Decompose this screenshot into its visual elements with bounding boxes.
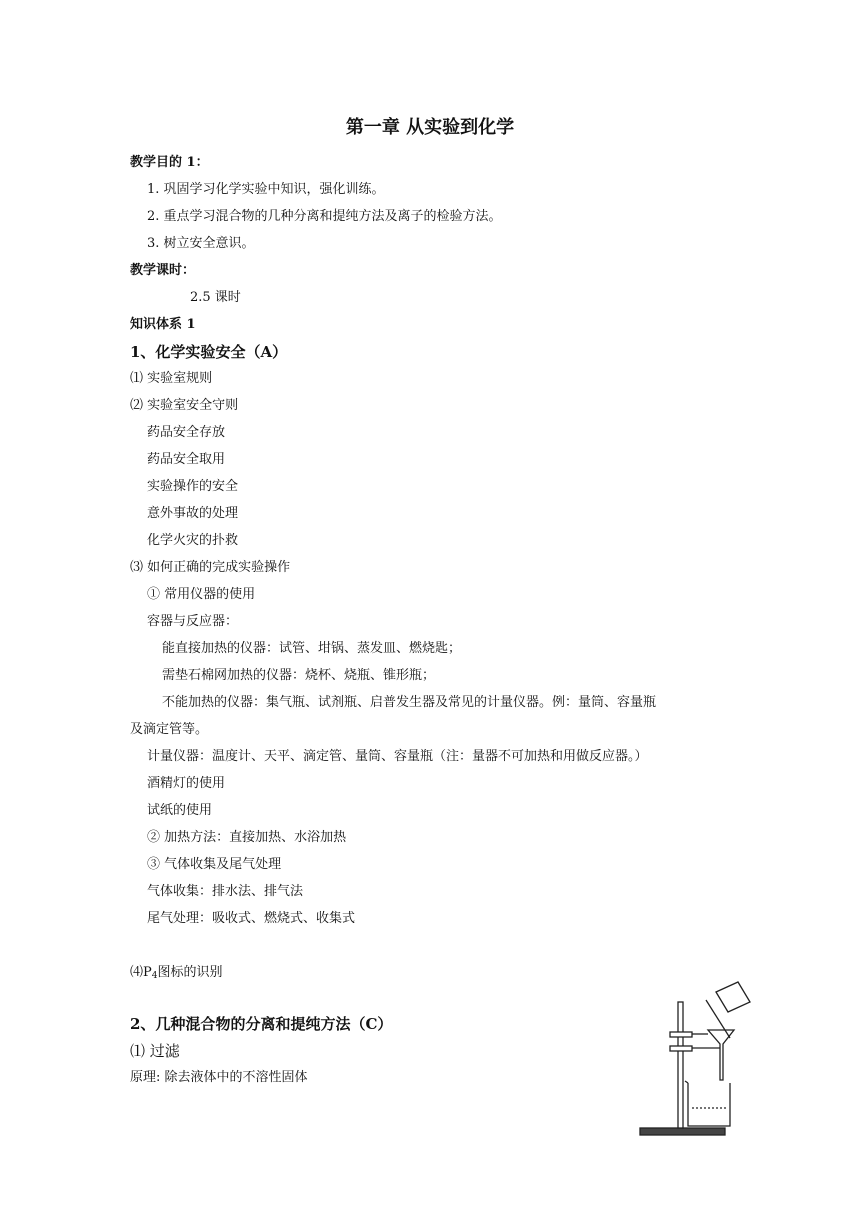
containers-heading: 容器与反应器： — [147, 614, 239, 629]
test-paper-line: 试纸的使用 — [147, 803, 213, 818]
safety-item-3: 实验操作的安全 — [147, 479, 239, 494]
filtration-heading: ⑴ 过滤 — [130, 1042, 180, 1060]
gas-collection-heading: ③ 气体收集及尾气处理 — [147, 857, 282, 872]
section1-heading: 1、化学实验安全（A） — [130, 343, 288, 361]
page-title: 第一章 从实验到化学 — [345, 117, 515, 138]
measuring-line: 计量仪器：温度计、天平、滴定管、量筒、容量瓶（注：量器不可加热和用做反应器。） — [147, 749, 648, 764]
objective-item-1: 1. 巩固学习化学实验中知识，强化训练。 — [147, 182, 385, 197]
heating-methods-line: ② 加热方法：直接加热、水浴加热 — [147, 830, 347, 845]
gauze-heat-line: 需垫石棉网加热的仪器：烧杯、烧瓶、锥形瓶； — [162, 668, 436, 683]
safety-item-2: 药品安全取用 — [147, 452, 226, 467]
objective-heading: 教学目的 1： — [130, 155, 209, 170]
section2-heading: 2、几种混合物的分离和提纯方法（C） — [130, 1015, 393, 1033]
objective-item-3: 3. 树立安全意识。 — [147, 236, 255, 251]
safety-item-4: 意外事故的处理 — [147, 506, 239, 521]
filtration-principle: 原理: 除去液体中的不溶性固体 — [130, 1070, 308, 1085]
gas-collect-line: 气体收集：排水法、排气法 — [147, 884, 304, 899]
filtration-apparatus-icon — [630, 980, 765, 1150]
p4-icon-line — [130, 964, 223, 983]
p4-prefix: ⑷P — [130, 965, 152, 980]
alcohol-lamp-line: 酒精灯的使用 — [147, 776, 226, 791]
lab-safety: ⑵ 实验室安全守则 — [130, 398, 239, 413]
no-heat-line-cont: 及滴定管等。 — [130, 722, 209, 737]
hours-value: 2.5 课时 — [190, 290, 241, 305]
direct-heat-line: 能直接加热的仪器：试管、坩锅、蒸发皿、燃烧匙； — [162, 641, 462, 656]
safety-item-5: 化学火灾的扑救 — [147, 533, 239, 548]
operation-heading: ⑶ 如何正确的完成实验操作 — [130, 560, 291, 575]
p4-suffix: 图标的识别 — [157, 965, 223, 980]
no-heat-line: 不能加热的仪器：集气瓶、试剂瓶、启普发生器及常见的计量仪器。例：量筒、容量瓶 — [162, 695, 657, 710]
p4-subscript: 4 — [151, 971, 158, 981]
objective-item-2: 2. 重点学习混合物的几种分离和提纯方法及离子的检验方法。 — [147, 209, 502, 224]
instrument-usage: ① 常用仪器的使用 — [147, 587, 256, 602]
safety-item-1: 药品安全存放 — [147, 425, 226, 440]
lab-rules: ⑴ 实验室规则 — [130, 371, 213, 386]
knowledge-system-heading: 知识体系 1 — [130, 317, 196, 332]
tail-gas-line: 尾气处理：吸收式、燃烧式、收集式 — [147, 911, 356, 926]
hours-heading: 教学课时： — [130, 263, 196, 278]
